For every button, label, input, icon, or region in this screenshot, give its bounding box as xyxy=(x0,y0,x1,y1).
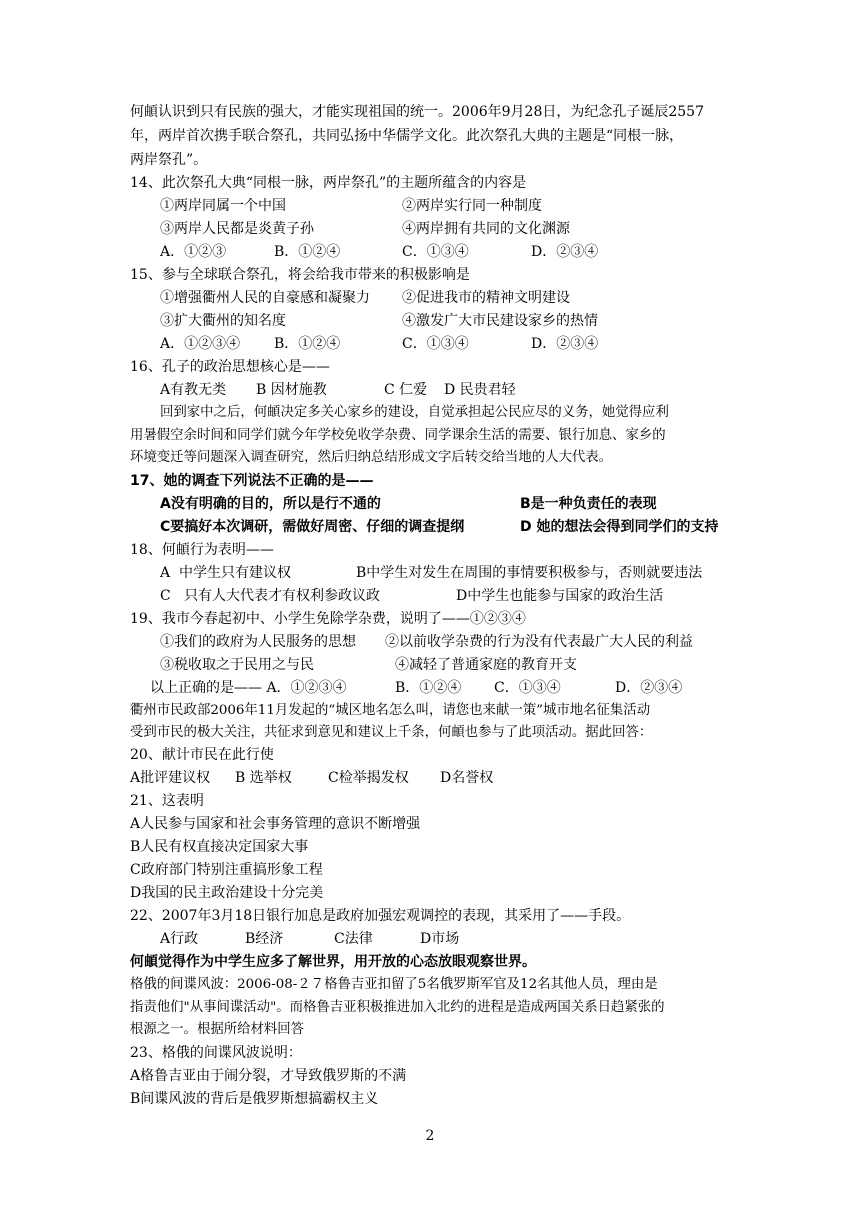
paragraph-line: 环境变迁等问题深入调查研究，然后归纳总结形成文字后转交给当地的人大代表。 xyxy=(130,450,613,465)
paragraph-line: 回到家中之后，何頔决定多关心家乡的建设，自觉承担起公民应尽的义务，她觉得应利 xyxy=(160,405,669,420)
answer-choice: A．①②③④ xyxy=(160,336,241,352)
option-item: ①我们的政府为人民服务的思想 xyxy=(160,634,356,650)
question-18: 18、何頔行为表明—— xyxy=(130,542,274,558)
question-19: 19、我市今春起初中、小学生免除学杂费，说明了——①②③④ xyxy=(130,611,526,627)
option-item: ③税收取之于民用之与民 xyxy=(160,657,314,673)
answer-choice: D市场 xyxy=(420,931,460,947)
paragraph-line: 两岸祭孔”。 xyxy=(130,152,208,168)
option-item: ④减轻了普通家庭的教育开支 xyxy=(395,657,577,673)
answer-choice: D 民贵君轻 xyxy=(444,382,516,398)
paragraph-line: 指责他们"从事间谍活动"。而格鲁吉亚积极推进加入北约的进程是造成两国关系日趋紧张的 xyxy=(130,1000,665,1015)
answer-choice: A 中学生只有建议权 xyxy=(160,565,292,581)
answer-choice: B 因材施教 xyxy=(256,382,327,398)
option-item: ④激发广大市民建设家乡的热情 xyxy=(402,313,598,329)
answer-choice: C 只有人大代表才有权利参政议政 xyxy=(160,588,381,604)
answer-choice: 以上正确的是—— A．①②③④ xyxy=(150,680,347,696)
answer-choice: B间谍风波的背后是俄罗斯想搞霸权主义 xyxy=(130,1091,379,1107)
answer-choice: A人民参与国家和社会事务管理的意识不断增强 xyxy=(130,816,421,832)
answer-choice: A．①②③ xyxy=(160,244,227,260)
answer-choice: C法律 xyxy=(334,931,373,947)
question-14: 14、此次祭孔大典“同根一脉，两岸祭孔”的主题所蕴含的内容是 xyxy=(130,175,527,191)
question-16: 16、孔子的政治思想核心是—— xyxy=(130,359,330,375)
answer-choice: C检举揭发权 xyxy=(328,770,409,786)
answer-choice: B是一种负责任的表现 xyxy=(520,496,657,512)
question-17: 17、她的调查下列说法不正确的是—— xyxy=(130,473,374,489)
option-item: ②促进我市的精神文明建设 xyxy=(402,290,570,306)
answer-choice: A没有明确的目的，所以是行不通的 xyxy=(160,496,381,512)
section-heading: 何頔觉得作为中学生应多了解世界，用开放的心态放眼观察世界。 xyxy=(130,954,536,970)
option-item: ①增强衢州人民的自豪感和凝聚力 xyxy=(160,290,370,306)
answer-choice: D．②③④ xyxy=(531,244,599,260)
paragraph-line: 受到市民的极大关注，共征求到意见和建议上千条，何頔也参与了此项活动。据此回答： xyxy=(130,725,653,740)
answer-choice: D．②③④ xyxy=(615,680,683,696)
answer-choice: B．①②④ xyxy=(274,244,341,260)
option-item: ②以前收学杂费的行为没有代表最广大人民的利益 xyxy=(385,634,693,650)
answer-choice: D中学生也能参与国家的政治生活 xyxy=(456,588,664,604)
answer-choice: C要搞好本次调研，需做好周密、仔细的调查提纲 xyxy=(160,519,465,535)
question-20: 20、献计市民在此行使 xyxy=(130,747,274,763)
option-item: ①两岸同属一个中国 xyxy=(160,198,286,214)
answer-choice: B．①②④ xyxy=(395,680,462,696)
answer-choice: A行政 xyxy=(160,931,199,947)
answer-choice: D 她的想法会得到同学们的支持 xyxy=(520,519,719,535)
answer-choice: B．①②④ xyxy=(274,336,341,352)
answer-choice: B 选举权 xyxy=(235,770,292,786)
answer-choice: D名誉权 xyxy=(440,770,494,786)
answer-choice: C．①③④ xyxy=(494,680,561,696)
paragraph-line: 何頔认识到只有民族的强大，才能实现祖国的统一。2006年9月28日，为纪念孔子诞辰2557 xyxy=(130,104,704,120)
question-21: 21、这表明 xyxy=(130,793,204,809)
answer-choice: B中学生对发生在周围的事情要积极参与，否则就要违法 xyxy=(356,565,703,581)
option-item: ②两岸实行同一种制度 xyxy=(402,198,542,214)
option-item: ③扩大衢州的知名度 xyxy=(160,313,286,329)
paragraph-line: 年，两岸首次携手联合祭孔，共同弘扬中华儒学文化。此次祭孔大典的主题是“同根一脉， xyxy=(130,128,684,144)
answer-choice: C．①③④ xyxy=(402,336,469,352)
paragraph-line: 格俄的间谍风波：2006-08-２７格鲁吉亚扣留了5名俄罗斯军官及12名其他人员，理由是 xyxy=(130,977,658,992)
question-23: 23、格俄的间谍风波说明： xyxy=(130,1045,302,1061)
question-22: 22、2007年3月18日银行加息是政府加强宏观调控的表现，其采用了——手段。 xyxy=(130,908,631,924)
paragraph-line: 根源之一。根据所给材料回答 xyxy=(130,1022,305,1037)
option-item: ④两岸拥有共同的文化渊源 xyxy=(402,221,570,237)
answer-choice: A格鲁吉亚由于闹分裂，才导致俄罗斯的不满 xyxy=(130,1068,407,1084)
answer-choice: C 仁爱 xyxy=(384,382,428,398)
answer-choice: B人民有权直接决定国家大事 xyxy=(130,839,309,855)
answer-choice: A批评建议权 xyxy=(130,770,211,786)
option-item: ③两岸人民都是炎黄子孙 xyxy=(160,221,314,237)
answer-choice: D我国的民主政治建设十分完美 xyxy=(130,885,324,901)
paragraph-line: 衢州市民政部2006年11月发起的“城区地名怎么叫，请您也来献一策”城市地名征集活动 xyxy=(130,703,651,718)
paragraph-line: 用暑假空余时间和同学们就今年学校免收学杂费、同学课余生活的需要、银行加息、家乡的 xyxy=(130,428,666,443)
answer-choice: C．①③④ xyxy=(402,244,469,260)
answer-choice: B经济 xyxy=(245,931,284,947)
answer-choice: D．②③④ xyxy=(531,336,599,352)
answer-choice: A有教无类 xyxy=(160,382,227,398)
answer-choice: C政府部门特别注重搞形象工程 xyxy=(130,862,323,878)
question-15: 15、参与全球联合祭孔，将会给我市带来的积极影响是 xyxy=(130,267,470,283)
page-number: 2 xyxy=(425,1128,435,1144)
